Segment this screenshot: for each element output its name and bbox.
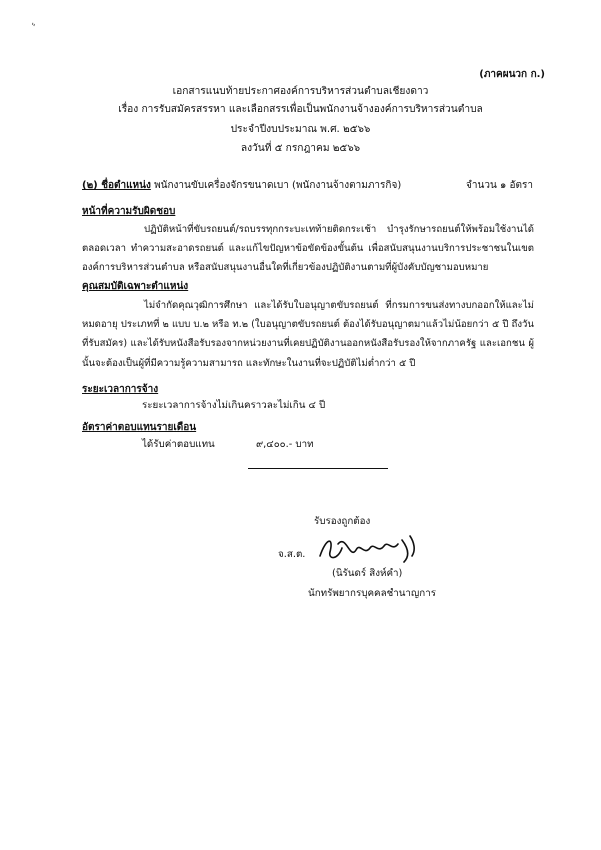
duties-heading: หน้าที่ความรับผิดชอบ	[82, 206, 176, 217]
annex-label: (ภาคผนวก ก.)	[479, 69, 545, 80]
qualifications-text: ไม่จำกัดคุณวุฒิการศึกษา และได้รับใบอนุญาตขับรถยนต์ ที่กรมการขนส่งทางบกออกให้และไม่หมดอายุ ประเภทที่ ๒ แบบ บ.๒ หรือ ท.๒ (ใบอนุญาตขับรถยนต์ ต้องได้รับอนุญาตมาแล้วไม่น้อยกว่า ๕ ปี ถึงวันที่รับสมัคร) และได้รับหนังสือรับรองจากหน่วยงานที่เคยปฏิบัติงานออกหนังสือรับรองให้จากภาครัฐ และเอกชน ผู้นั้นจะต้องเป็นผู้ที่มีความรู้ความสามารถ และทักษะในงานที่จะปฏิบัติไม่ต่ำกว่า ๕ ปี	[82, 300, 534, 369]
signer-rank: จ.ส.ต.	[278, 549, 306, 560]
compensation-heading: อัตราค่าตอบแทนรายเดือน	[82, 422, 197, 433]
document-title: เอกสารแนบท้ายประกาศองค์การบริหารส่วนตำบลเชียงดาว	[172, 86, 429, 97]
employment-term-text: ระยะเวลาการจ้างไม่เกินคราวละไม่เกิน ๔ ปี	[142, 400, 326, 411]
compensation-amount: ๙,๔๐๐.- บาท	[256, 439, 314, 450]
duties-text: ปฏิบัติหน้าที่ขับรถยนต์/รถบรรทุกกระบะเทท้ายติดกระเช้า บำรุงรักษารถยนต์ให้พร้อมใช้งานได้ตลอดเวลา ทำความสะอาดรถยนต์ และแก้ไขปัญหาข้อขัดข้องขั้นต้น เพื่อสนับสนุนงานบริการประชาชนในเขตองค์การบริหารส่วนตำบล หรือสนับสนุนงานอื่นใดที่เกี่ยวข้องปฏิบัติงานตามที่ผู้บังคับบัญชามอบหมาย	[82, 224, 534, 274]
handwritten-signature	[316, 530, 420, 566]
fiscal-year: ประจำปีงบประมาณ พ.ศ. ๒๕๖๖	[230, 124, 371, 135]
section-divider	[248, 468, 388, 469]
corner-tick-mark: ܵ	[27, 24, 33, 40]
signer-name: (นิรันดร์ สิงห์คำ)	[332, 568, 403, 579]
position-quota: จำนวน ๑ อัตรา	[466, 180, 533, 191]
qualifications-heading: คุณสมบัติเฉพาะตำแหน่ง	[82, 281, 189, 292]
employment-term-heading: ระยะเวลาการจ้าง	[82, 384, 159, 395]
document-subject: เรื่อง การรับสมัครสรรหา และเลือกสรรเพื่อเป็นพนักงานจ้างองค์การบริหารส่วนตำบล	[118, 104, 483, 115]
position-line	[82, 178, 401, 193]
position-label: (๒) ชื่อตำแหน่ง	[82, 180, 151, 191]
certification-text: รับรองถูกต้อง	[314, 516, 371, 527]
compensation-label: ได้รับค่าตอบแทน	[142, 439, 215, 450]
document-date: ลงวันที่ ๕ กรกฎาคม ๒๕๖๖	[240, 143, 361, 154]
signer-title: นักทรัพยากรบุคคลชำนาญการ	[308, 588, 436, 599]
position-name: พนักงานขับเครื่องจักรขนาดเบา (พนักงานจ้างตามภารกิจ)	[154, 180, 402, 191]
